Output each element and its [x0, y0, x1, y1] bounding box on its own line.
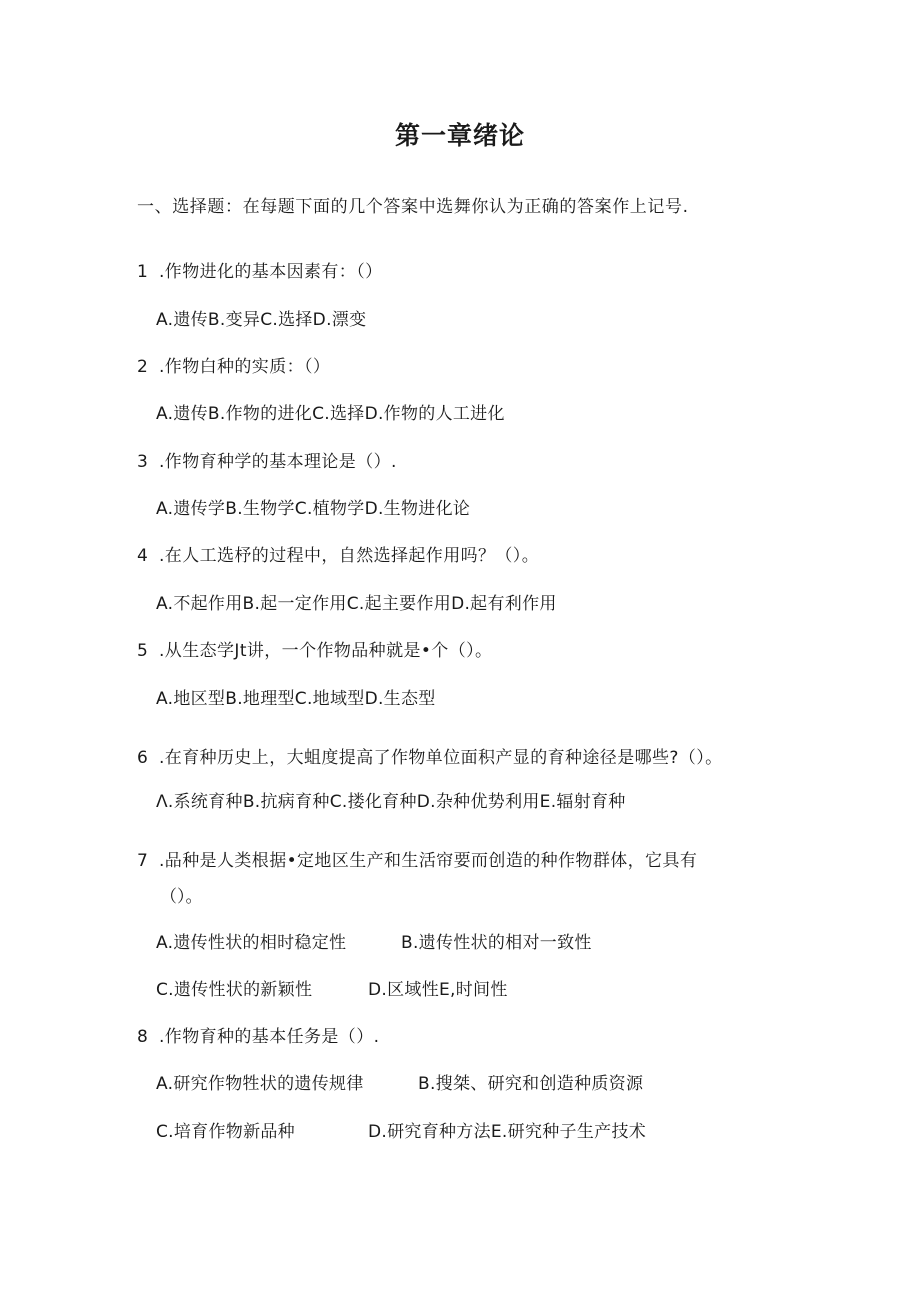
- question-number: 4: [137, 546, 148, 566]
- question-number: 1: [137, 262, 148, 282]
- question-text: .在人工选杼的过程中，自然选择起作用吗？（）。: [159, 546, 540, 566]
- question-number: 2: [137, 357, 148, 377]
- question-2: [137, 354, 330, 380]
- question-3: [137, 449, 397, 475]
- question-2-options: A.遗传B.作物的进化C.选择D.作物的人工进化: [156, 404, 505, 424]
- question-4: [137, 543, 539, 569]
- question-3-options: A.遗传学B.生物学C.植物学D.生物进化论: [156, 499, 471, 519]
- question-text: .在育种历史上，大蛆度提高了作物单位面积产显的育种途径是哪些?（）。: [159, 748, 723, 768]
- question-text: .作物进化的基本因素有：（）: [159, 262, 383, 282]
- question-6: [137, 745, 723, 771]
- question-1-options: A.遗传B.变异C.选择D.漂变: [156, 310, 367, 330]
- question-5-options: A.地区型B.地理型C.地域型D.生态型: [156, 689, 436, 709]
- question-text: .从生态学Jt讲，一个作物品种就是•个（）。: [159, 641, 493, 661]
- question-7-option-d: D.区域性E,时间性: [368, 980, 508, 1000]
- question-text: .作物育种学的基本理论是（）.: [159, 452, 397, 472]
- question-4-options: A.不起作用B.起一定作用C.起主要作用D.起有利作用: [156, 594, 557, 614]
- question-number: 3: [137, 452, 148, 472]
- question-6-options: Λ.系统育种B.抗病育种C.搂化育种D.杂种优势利用E.辐射育种: [156, 792, 626, 812]
- question-7-continuation: （）。: [160, 887, 203, 907]
- question-text: .品种是人类根据•定地区生产和生活帘要而创造的种作物群体，它具有: [159, 851, 698, 871]
- question-text: .作物白种的实质：（）: [159, 357, 331, 377]
- question-5: [137, 638, 492, 664]
- question-8-option-d: D.研究育种方法E.研究种子生产技术: [368, 1122, 647, 1142]
- question-number: 8: [137, 1027, 148, 1047]
- question-number: 6: [137, 748, 148, 768]
- question-number: 7: [137, 851, 148, 871]
- question-8: [137, 1024, 379, 1050]
- question-7-option-a: A.遗传性状的相时稳定性: [156, 933, 347, 953]
- chapter-title: 第一章绪论: [394, 121, 525, 150]
- question-7: [137, 848, 697, 874]
- question-text: .作物育种的基本任务是（）.: [159, 1027, 380, 1047]
- question-number: 5: [137, 641, 148, 661]
- question-8-option-b: B.搜桀、研究和创造种质资源: [418, 1074, 644, 1094]
- section-instructions: 一、选择题：在每题下面的几个答案中选舞你认为正确的答案作上记号.: [137, 197, 689, 217]
- question-1: [137, 259, 383, 285]
- question-8-option-a: A.研究作物牲状的遗传规律: [156, 1074, 364, 1094]
- question-7-option-b: B.遗传性状的相对一致性: [401, 933, 592, 953]
- question-7-option-c: C.遗传性状的新颖性: [156, 980, 313, 1000]
- question-8-option-c: C.培育作物新品种: [156, 1122, 295, 1142]
